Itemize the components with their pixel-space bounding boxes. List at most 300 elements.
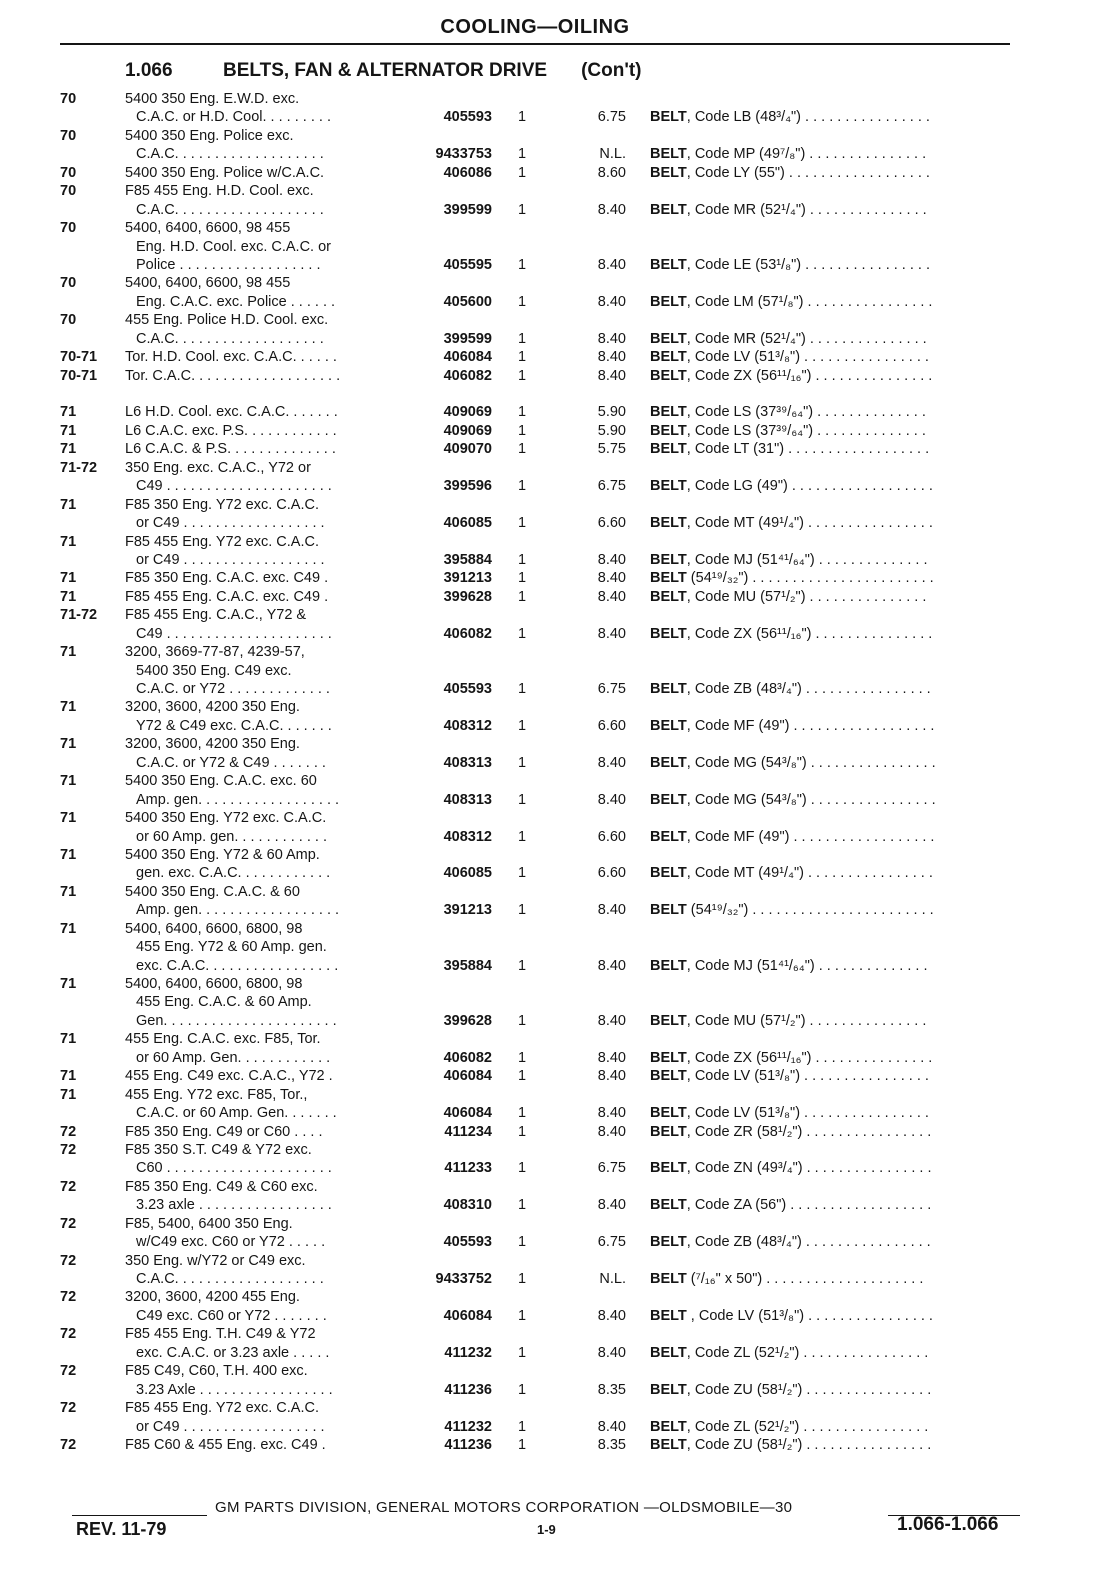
quantity: 1 (517, 625, 527, 642)
part-description (650, 957, 1020, 975)
belt-code: , Code ZB (48³/₄") . . . . . . . . . . . . . . . . (686, 1234, 931, 1251)
list-price: 8.40 (597, 1068, 626, 1085)
belt-code: , Code LG (49") . . . . . . . . . . . . . . . . . . (686, 478, 933, 495)
parts-row (60, 1344, 1020, 1362)
part-number: 409070 (443, 441, 492, 458)
list-price: 5.90 (597, 422, 626, 439)
parts-row (60, 1123, 1020, 1141)
quantity: 1 (517, 515, 527, 532)
parts-row (60, 772, 1020, 790)
quantity: 1 (517, 293, 527, 310)
part-description (650, 1436, 1020, 1454)
application-description: 455 Eng. C.A.C. & 60 Amp. (136, 994, 312, 1011)
part-number: 406085 (443, 865, 492, 882)
list-price: 8.40 (597, 201, 626, 218)
quantity: 1 (517, 1381, 527, 1398)
model-year: 72 (60, 1178, 77, 1195)
parts-row (60, 662, 1020, 680)
belt-code: , Code ZL (52¹/₂") . . . . . . . . . . . . . . . . (686, 1344, 929, 1361)
model-year: 71 (60, 736, 77, 753)
parts-row (60, 864, 1020, 882)
application-description: Amp. gen. . . . . . . . . . . . . . . . . . (136, 902, 340, 919)
model-year: 72 (60, 1400, 77, 1417)
belt-code: , Code LM (57¹/₈") . . . . . . . . . . . . . . . . (686, 293, 933, 310)
model-year: 72 (60, 1289, 77, 1306)
application-description: C.A.C. . . . . . . . . . . . . . . . . . . (136, 146, 324, 163)
footer-rule-left (72, 1515, 207, 1516)
application-description: L6 C.A.C. & P.S. . . . . . . . . . . . . . (125, 441, 336, 458)
application-description: 5400, 6400, 6600, 6800, 98 (125, 976, 303, 992)
list-price: 8.40 (597, 1123, 626, 1140)
model-year: 71 (60, 920, 77, 937)
belt-code: , Code MT (49¹/₄") . . . . . . . . . . . . . . . . (686, 865, 933, 882)
list-price: 8.40 (597, 902, 626, 919)
parts-row (60, 920, 1020, 938)
application-description: or C49 . . . . . . . . . . . . . . . . . . (136, 515, 325, 532)
part-description (650, 514, 1020, 532)
belt-code: , Code MF (49") . . . . . . . . . . . . . . . . . . (686, 828, 935, 845)
part-number: 406084 (443, 1307, 492, 1324)
section-range: 1.066-1.066 (897, 1514, 999, 1535)
application-description: L6 C.A.C. exc. P.S. . . . . . . . . . . . (125, 422, 337, 439)
model-year: 70-71 (60, 367, 98, 384)
belt-code: , Code LV (51³/₈") . . . . . . . . . . . . . . . . (686, 349, 929, 366)
belt-code: , Code ZA (56") . . . . . . . . . . . . . . . . . . (686, 1197, 932, 1214)
list-price: 8.40 (597, 1105, 626, 1122)
model-year: 70 (60, 127, 77, 144)
application-description: 5400 350 Eng. Police w/C.A.C. (125, 164, 325, 181)
part-name: BELT (650, 791, 687, 808)
part-description (650, 1196, 1020, 1214)
part-number: 405600 (443, 293, 492, 310)
parts-row (60, 735, 1020, 753)
model-year: 71 (60, 644, 77, 661)
parts-row (60, 1325, 1020, 1343)
list-price: 8.40 (597, 570, 626, 587)
parts-row (60, 145, 1020, 163)
belt-code: , Code LY (55") . . . . . . . . . . . . . . . . . . (686, 164, 930, 181)
application-description: F85 350 Eng. C49 & C60 exc. (125, 1178, 318, 1195)
list-price: 6.75 (597, 109, 626, 126)
part-description (650, 440, 1020, 458)
part-name: BELT (650, 1344, 687, 1361)
application-description: 3200, 3600, 4200 350 Eng. (125, 736, 300, 753)
application-description: F85 350 S.T. C49 & Y72 exc. (125, 1141, 312, 1158)
parts-row (60, 1252, 1020, 1270)
belt-code: , Code MJ (51⁴¹/₆₄") . . . . . . . . . . . . . . (686, 551, 928, 568)
application-description: 5400, 6400, 6600, 98 455 (125, 275, 291, 292)
application-description: 3.23 Axle . . . . . . . . . . . . . . . . . (136, 1381, 333, 1398)
part-number: 406082 (443, 625, 492, 642)
parts-row (60, 1086, 1020, 1104)
belt-code: , Code MR (52¹/₄") . . . . . . . . . . . . . . . (686, 201, 927, 218)
part-description (650, 1049, 1020, 1067)
parts-row (60, 256, 1020, 274)
parts-row (60, 108, 1020, 126)
model-year: 71 (60, 773, 77, 790)
quantity: 1 (517, 1049, 527, 1066)
part-number: 399628 (443, 588, 492, 605)
parts-row (60, 533, 1020, 551)
belt-code: , Code ZX (56¹¹/₁₆") . . . . . . . . . . . . . . . (686, 1049, 933, 1066)
part-description (650, 680, 1020, 698)
parts-row (60, 1104, 1020, 1122)
list-price: 8.40 (597, 1012, 626, 1029)
part-number: 395884 (443, 551, 492, 568)
parts-row (60, 164, 1020, 182)
model-year: 71-72 (60, 607, 98, 624)
model-year: 70 (60, 220, 77, 237)
list-price: 5.90 (597, 404, 626, 421)
part-name: BELT (650, 367, 687, 384)
model-year: 72 (60, 1436, 77, 1453)
part-number: 408313 (443, 791, 492, 808)
list-price: 8.35 (597, 1381, 626, 1398)
parts-row (60, 1159, 1020, 1177)
application-description: gen. exc. C.A.C. . . . . . . . . . . . (136, 865, 331, 882)
application-description: 3200, 3669-77-87, 4239-57, (125, 644, 305, 661)
part-number: 411233 (444, 1160, 492, 1177)
part-description (650, 422, 1020, 440)
row-spacer (60, 385, 1020, 403)
part-name: BELT (650, 256, 687, 273)
part-name: BELT (650, 588, 687, 605)
part-name: BELT (650, 1160, 687, 1177)
part-name: BELT (650, 1105, 687, 1122)
parts-row (60, 348, 1020, 366)
part-description (650, 625, 1020, 643)
application-description: Eng. H.D. Cool. exc. C.A.C. or (136, 238, 332, 255)
quantity: 1 (517, 1418, 527, 1435)
model-year: 71-72 (60, 459, 98, 476)
belt-code: (54¹⁹/₃₂") . . . . . . . . . . . . . . . . . . . . . . . (686, 902, 934, 919)
part-name: BELT (650, 293, 687, 310)
parts-row (60, 1362, 1020, 1380)
part-description (650, 1233, 1020, 1251)
part-name: BELT (650, 109, 687, 126)
part-name: BELT (650, 441, 687, 458)
parts-row (60, 459, 1020, 477)
part-number: 408313 (443, 754, 492, 771)
application-description: C.A.C. . . . . . . . . . . . . . . . . . . (136, 330, 324, 347)
list-price: 8.40 (597, 1344, 626, 1361)
part-name: BELT (650, 349, 687, 366)
belt-code: , Code MJ (51⁴¹/₆₄") . . . . . . . . . . . . . . (686, 957, 928, 974)
application-description: C.A.C. or H.D. Cool. . . . . . . . . (136, 109, 331, 126)
quantity: 1 (517, 681, 527, 697)
quantity: 1 (517, 1307, 527, 1324)
belt-code: , Code MR (52¹/₄") . . . . . . . . . . . . . . . (686, 330, 927, 347)
application-description: F85 455 Eng. Y72 exc. C.A.C. (125, 1400, 319, 1417)
parts-row (60, 274, 1020, 292)
quantity: 1 (517, 957, 527, 974)
part-description (650, 1159, 1020, 1177)
parts-row (60, 625, 1020, 643)
parts-row (60, 846, 1020, 864)
application-description: 5400 350 Eng. E.W.D. exc. (125, 91, 300, 107)
quantity: 1 (517, 828, 527, 845)
parts-row (60, 127, 1020, 145)
quantity: 1 (517, 1123, 527, 1140)
part-description (650, 330, 1020, 348)
application-description: C49 . . . . . . . . . . . . . . . . . . . . . (136, 478, 332, 495)
part-number: 405593 (443, 1234, 492, 1251)
page-number: 1-9 (537, 1522, 556, 1537)
part-name: BELT (650, 515, 687, 532)
list-price: 8.40 (597, 330, 626, 347)
parts-row (60, 1307, 1020, 1325)
parts-row (60, 1270, 1020, 1288)
application-description: F85 C49, C60, T.H. 400 exc. (125, 1363, 308, 1380)
part-number: 408312 (443, 717, 492, 734)
list-price: 8.60 (597, 164, 626, 181)
part-name: BELT (650, 1234, 687, 1251)
application-description: C.A.C. . . . . . . . . . . . . . . . . . . (136, 1271, 324, 1287)
part-number: 408312 (443, 828, 492, 845)
parts-row (60, 422, 1020, 440)
part-number: 411234 (444, 1123, 492, 1140)
quantity: 1 (517, 404, 527, 421)
application-description: or 60 Amp. Gen. . . . . . . . . . . . (136, 1049, 331, 1066)
application-description: F85 350 Eng. Y72 exc. C.A.C. (125, 496, 319, 513)
belt-code: , Code MU (57¹/₂") . . . . . . . . . . . . . . . (686, 1012, 927, 1029)
application-description: 5400 350 Eng. C49 exc. (136, 662, 292, 679)
application-description: 5400 350 Eng. C.A.C. exc. 60 (125, 773, 317, 790)
subheading (125, 60, 642, 82)
part-description (650, 551, 1020, 569)
parts-row (60, 698, 1020, 716)
quantity: 1 (517, 551, 527, 568)
quantity: 1 (517, 570, 527, 587)
model-year: 70 (60, 183, 77, 200)
section-title: COOLING—OILING (440, 16, 630, 38)
part-description (650, 201, 1020, 219)
application-description: F85 455 Eng. C.A.C. exc. C49 . (125, 588, 329, 605)
application-description: F85 455 Eng. H.D. Cool. exc. (125, 183, 314, 200)
quantity: 1 (517, 349, 527, 366)
quantity: 1 (517, 330, 527, 347)
part-name: BELT (650, 717, 687, 734)
application-description: C49 . . . . . . . . . . . . . . . . . . . . . (136, 625, 332, 642)
revision-label: REV. 11-79 (76, 1519, 167, 1539)
parts-row (60, 993, 1020, 1011)
part-name: BELT (650, 1123, 687, 1140)
parts-row (60, 367, 1020, 385)
parts-row (60, 569, 1020, 587)
part-name: BELT (650, 478, 687, 495)
part-name: BELT (650, 1068, 687, 1085)
parts-row (60, 1141, 1020, 1159)
parts-row (60, 606, 1020, 624)
part-number: 399628 (443, 1012, 492, 1029)
list-price: 8.40 (597, 349, 626, 366)
model-year: 72 (60, 1141, 77, 1158)
parts-row (60, 1067, 1020, 1085)
belt-code: , Code LS (37³⁹/₆₄") . . . . . . . . . . . . . . (686, 422, 926, 439)
list-price: 6.60 (597, 865, 626, 882)
part-name: BELT (650, 1012, 687, 1029)
parts-row (60, 754, 1020, 772)
part-description (650, 1381, 1020, 1399)
part-description (650, 1104, 1020, 1122)
part-description (650, 791, 1020, 809)
part-description (650, 108, 1020, 126)
part-number: 399596 (443, 478, 492, 495)
part-number: 406082 (443, 367, 492, 384)
quantity: 1 (517, 1436, 527, 1453)
header-rule (60, 43, 1010, 45)
belt-code: , Code ZR (58¹/₂") . . . . . . . . . . . . . . . . (686, 1123, 932, 1140)
application-description: F85 350 Eng. C49 or C60 . . . . (125, 1123, 323, 1140)
model-year: 71 (60, 883, 77, 900)
application-description: F85 350 Eng. C.A.C. exc. C49 . (125, 570, 329, 587)
parts-row (60, 1381, 1020, 1399)
belt-code: , Code MG (54³/₈") . . . . . . . . . . . . . . . . (686, 791, 936, 808)
application-description: F85, 5400, 6400 350 Eng. (125, 1215, 293, 1232)
quantity: 1 (517, 865, 527, 882)
belt-code: , Code LB (48³/₄") . . . . . . . . . . . . . . . . (686, 109, 930, 126)
application-description: 350 Eng. w/Y72 or C49 exc. (125, 1252, 306, 1269)
parts-row (60, 1012, 1020, 1030)
parts-row (60, 293, 1020, 311)
quantity: 1 (517, 422, 527, 439)
model-year: 71 (60, 570, 77, 587)
model-year: 72 (60, 1326, 77, 1343)
part-description (650, 717, 1020, 735)
quantity: 1 (517, 1160, 527, 1177)
model-year: 71 (60, 1068, 77, 1085)
part-description (650, 367, 1020, 385)
part-name: BELT (650, 551, 687, 568)
part-description (650, 256, 1020, 274)
part-description (650, 1012, 1020, 1030)
application-description: C.A.C. or 60 Amp. Gen. . . . . . . (136, 1105, 337, 1122)
belt-code: , Code LS (37³⁹/₆₄") . . . . . . . . . . . . . . (686, 404, 926, 421)
application-description: F85 455 Eng. T.H. C49 & Y72 (125, 1326, 316, 1343)
application-description: 455 Eng. Y72 & 60 Amp. gen. (136, 939, 327, 956)
parts-row (60, 219, 1020, 237)
model-year: 72 (60, 1215, 77, 1232)
part-description (650, 164, 1020, 182)
part-name: BELT (650, 754, 687, 771)
part-name: BELT (650, 1436, 687, 1453)
parts-row (60, 1418, 1020, 1436)
part-description (650, 754, 1020, 772)
part-number: 9433753 (435, 146, 492, 163)
quantity: 1 (517, 1068, 527, 1085)
belt-code: , Code LV (51³/₈") . . . . . . . . . . . . . . . . (686, 1068, 929, 1085)
part-description (650, 901, 1020, 919)
list-price: 8.40 (597, 1418, 626, 1435)
list-price: 8.40 (597, 293, 626, 310)
parts-row (60, 403, 1020, 421)
part-name: BELT (650, 570, 687, 587)
application-description: 455 Eng. C.A.C. exc. F85, Tor. (125, 1031, 321, 1048)
application-description: 455 Eng. Y72 exc. F85, Tor., (125, 1086, 308, 1103)
part-number: 391213 (443, 570, 492, 587)
part-number: 409069 (443, 422, 492, 439)
model-year: 70-71 (60, 349, 98, 366)
section-number: 1.066 (125, 60, 173, 81)
list-price: 8.40 (597, 1197, 626, 1214)
quantity: 1 (517, 256, 527, 273)
application-description: Eng. C.A.C. exc. Police . . . . . . (136, 293, 336, 310)
model-year: 71 (60, 533, 77, 550)
quantity: 1 (517, 478, 527, 495)
parts-row (60, 514, 1020, 532)
model-year: 71 (60, 1031, 77, 1048)
page-header (60, 16, 1010, 45)
belt-code: , Code LV (51³/₈") . . . . . . . . . . . . . . . . (686, 1307, 933, 1324)
application-description: F85 C60 & 455 Eng. exc. C49 . (125, 1436, 326, 1453)
application-description: Amp. gen. . . . . . . . . . . . . . . . . . (136, 791, 340, 808)
quantity: 1 (517, 588, 527, 605)
parts-row (60, 901, 1020, 919)
part-description (650, 828, 1020, 846)
part-description (650, 403, 1020, 421)
application-description: 455 Eng. Police H.D. Cool. exc. (125, 312, 329, 329)
parts-row (60, 680, 1020, 698)
belt-code: (⁷/₁₆" x 50") . . . . . . . . . . . . . . . . . . . . (686, 1271, 924, 1287)
continued-label: (Con't) (581, 60, 642, 81)
application-description: 5400 350 Eng. C.A.C. & 60 (125, 883, 300, 900)
part-name: BELT (650, 1418, 687, 1435)
part-name: BELT (650, 1271, 687, 1287)
part-number: 399599 (443, 330, 492, 347)
list-price: 8.40 (597, 1049, 626, 1066)
list-price: 8.40 (597, 551, 626, 568)
part-number: 409069 (443, 404, 492, 421)
part-name: BELT (650, 957, 687, 974)
belt-code: , Code ZU (58¹/₂") . . . . . . . . . . . . . . . . (686, 1436, 932, 1453)
part-number: 405593 (443, 681, 492, 697)
parts-row (60, 1233, 1020, 1251)
list-price: 8.40 (597, 791, 626, 808)
application-description: or C49 . . . . . . . . . . . . . . . . . . (136, 1418, 325, 1435)
quantity: 1 (517, 201, 527, 218)
application-description: C60 . . . . . . . . . . . . . . . . . . . . . (136, 1160, 332, 1177)
part-name: BELT (650, 164, 687, 181)
application-description: C49 exc. C60 or Y72 . . . . . . . (136, 1307, 327, 1324)
parts-row (60, 1288, 1020, 1306)
quantity: 1 (517, 1234, 527, 1251)
list-price: N.L. (599, 146, 626, 163)
part-name: BELT (650, 625, 687, 642)
parts-row (60, 791, 1020, 809)
quantity: 1 (517, 146, 527, 163)
quantity: 1 (517, 1344, 527, 1361)
parts-row (60, 330, 1020, 348)
part-name: BELT (650, 865, 687, 882)
part-description (650, 477, 1020, 495)
application-description: w/C49 exc. C60 or Y72 . . . . . (136, 1234, 326, 1251)
part-number: 406084 (443, 1068, 492, 1085)
application-description: or 60 Amp. gen. . . . . . . . . . . . (136, 828, 327, 845)
model-year: 71 (60, 441, 77, 458)
part-name: BELT (650, 146, 687, 163)
belt-code: , Code ZL (52¹/₂") . . . . . . . . . . . . . . . . (686, 1418, 929, 1435)
model-year: 71 (60, 810, 77, 827)
model-year: 72 (60, 1252, 77, 1269)
belt-code: , Code LE (53¹/₈") . . . . . . . . . . . . . . . . (686, 256, 931, 273)
parts-row (60, 883, 1020, 901)
part-name: BELT (650, 1197, 687, 1214)
part-number: 395884 (443, 957, 492, 974)
list-price: 8.40 (597, 625, 626, 642)
parts-row (60, 1178, 1020, 1196)
application-description: Police . . . . . . . . . . . . . . . . . . (136, 256, 321, 273)
parts-row (60, 588, 1020, 606)
